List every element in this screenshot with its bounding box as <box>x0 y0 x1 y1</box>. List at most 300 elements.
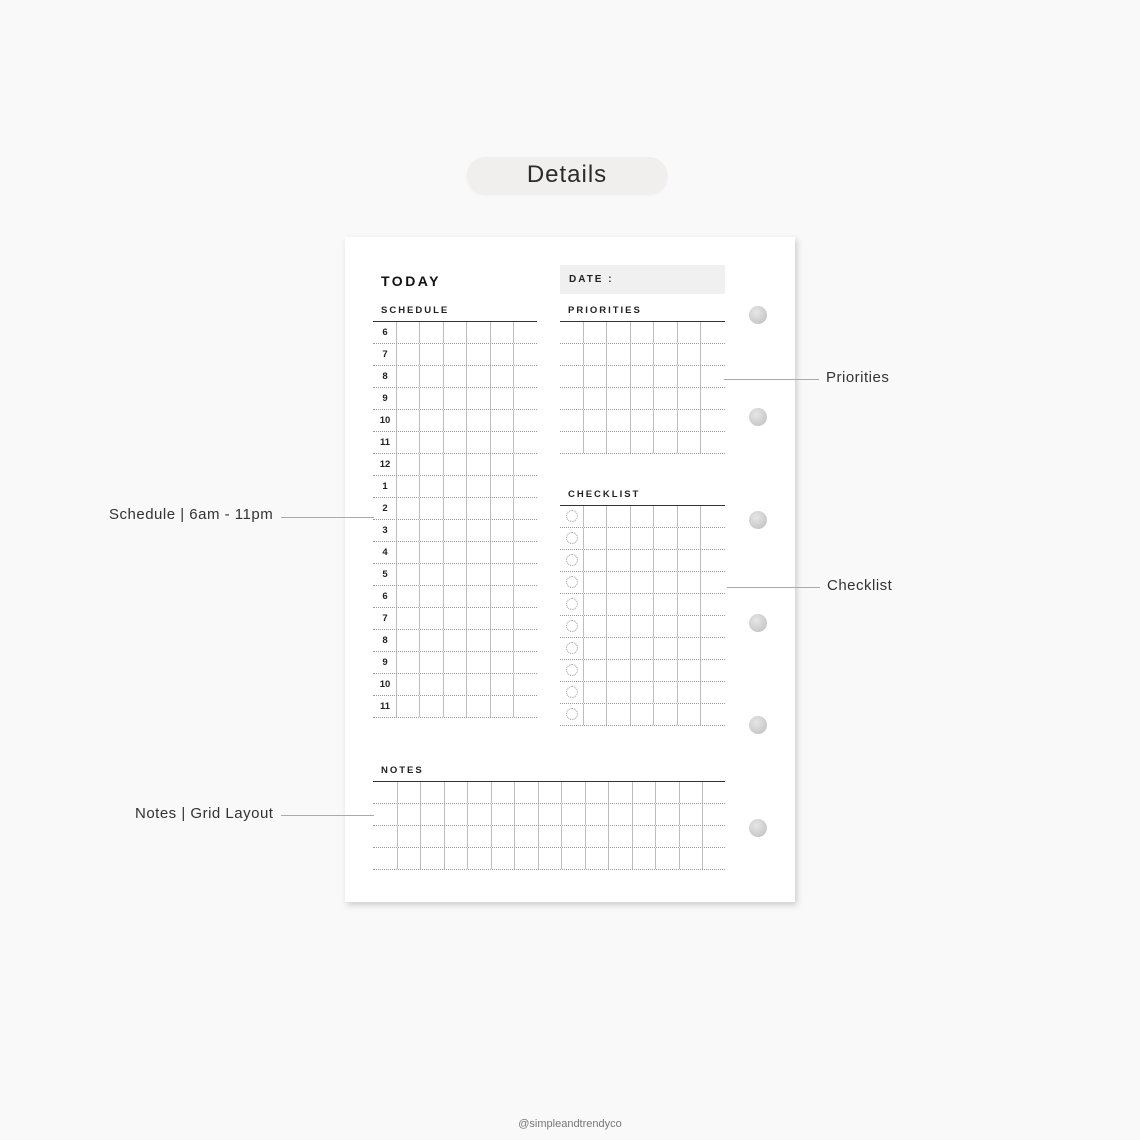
grid-line <box>677 410 678 431</box>
hour-label: 6 <box>382 591 388 602</box>
grid-line <box>419 410 420 431</box>
grid-line <box>443 542 444 563</box>
grid-line <box>606 410 607 431</box>
grid-line <box>653 388 654 409</box>
grid-line <box>513 674 514 695</box>
grid-line <box>677 322 678 343</box>
grid-line <box>606 572 607 593</box>
grid-line <box>655 804 656 825</box>
grid-line <box>653 616 654 637</box>
grid-line <box>513 322 514 343</box>
grid-line <box>653 344 654 365</box>
schedule-row[interactable] <box>373 344 537 366</box>
grid-line <box>700 638 701 659</box>
schedule-row[interactable] <box>373 652 537 674</box>
grid-line <box>653 550 654 571</box>
hour-label: 10 <box>379 415 391 426</box>
grid-line <box>677 572 678 593</box>
binder-hole <box>749 306 767 324</box>
grid-line <box>513 366 514 387</box>
grid-line <box>606 704 607 725</box>
schedule-row[interactable] <box>373 674 537 696</box>
binder-hole <box>749 819 767 837</box>
grid-line <box>608 804 609 825</box>
grid-line <box>630 682 631 703</box>
hour-label: 3 <box>382 525 388 536</box>
grid-line <box>490 410 491 431</box>
grid-line <box>700 594 701 615</box>
schedule-title: SCHEDULE <box>381 305 450 316</box>
grid-line <box>653 682 654 703</box>
checkbox-circle[interactable] <box>566 576 578 588</box>
grid-line <box>583 682 584 703</box>
grid-line <box>491 782 492 803</box>
schedule-row[interactable] <box>373 630 537 652</box>
grid-line <box>606 682 607 703</box>
priorities-row[interactable] <box>560 432 725 454</box>
grid-line <box>466 674 467 695</box>
grid-line <box>444 826 445 847</box>
grid-line <box>606 506 607 527</box>
notes-grid <box>373 781 725 870</box>
grid-line <box>443 410 444 431</box>
grid-line <box>700 550 701 571</box>
priorities-row[interactable] <box>560 344 725 366</box>
priorities-row[interactable] <box>560 322 725 344</box>
grid-line <box>490 476 491 497</box>
grid-line <box>677 366 678 387</box>
grid-line <box>630 704 631 725</box>
grid-line <box>702 848 703 869</box>
checklist-annotation: Checklist <box>827 577 893 594</box>
grid-line <box>653 638 654 659</box>
schedule-row[interactable] <box>373 476 537 498</box>
grid-line <box>490 608 491 629</box>
checklist-row[interactable] <box>560 550 725 572</box>
hour-label: 10 <box>379 679 391 690</box>
hour-label: 9 <box>382 657 388 668</box>
grid-line <box>443 498 444 519</box>
checklist-row[interactable] <box>560 506 725 528</box>
grid-line <box>466 696 467 717</box>
checklist-grid <box>560 505 725 726</box>
grid-line <box>467 782 468 803</box>
grid-line <box>653 432 654 453</box>
checkbox-circle[interactable] <box>566 510 578 522</box>
grid-line <box>443 630 444 651</box>
grid-line <box>491 826 492 847</box>
grid-line <box>606 366 607 387</box>
grid-line <box>653 366 654 387</box>
grid-line <box>419 674 420 695</box>
grid-line <box>443 586 444 607</box>
date-label: DATE : <box>569 274 614 285</box>
grid-line <box>561 804 562 825</box>
grid-line <box>653 660 654 681</box>
grid-line <box>583 388 584 409</box>
grid-line <box>630 550 631 571</box>
grid-line <box>466 542 467 563</box>
grid-line <box>630 322 631 343</box>
grid-line <box>630 660 631 681</box>
grid-line <box>419 498 420 519</box>
hour-label: 2 <box>382 503 388 514</box>
notes-callout-line <box>281 815 374 816</box>
grid-line <box>702 782 703 803</box>
grid-line <box>653 410 654 431</box>
checklist-row[interactable] <box>560 528 725 550</box>
grid-line <box>514 782 515 803</box>
schedule-row[interactable] <box>373 454 537 476</box>
notes-row[interactable] <box>373 848 725 870</box>
grid-line <box>606 616 607 637</box>
hour-label: 5 <box>382 569 388 580</box>
grid-line <box>630 388 631 409</box>
grid-line <box>677 616 678 637</box>
grid-line <box>420 848 421 869</box>
grid-line <box>702 826 703 847</box>
grid-line <box>443 388 444 409</box>
grid-line <box>583 616 584 637</box>
grid-line <box>444 804 445 825</box>
grid-line <box>443 652 444 673</box>
schedule-row[interactable] <box>373 322 537 344</box>
grid-line <box>419 564 420 585</box>
schedule-row[interactable] <box>373 608 537 630</box>
notes-row[interactable] <box>373 804 725 826</box>
grid-line <box>513 542 514 563</box>
checklist-row[interactable] <box>560 572 725 594</box>
grid-line <box>677 704 678 725</box>
grid-line <box>419 542 420 563</box>
grid-line <box>397 782 398 803</box>
grid-line <box>490 674 491 695</box>
grid-line <box>630 528 631 549</box>
grid-line <box>653 528 654 549</box>
grid-line <box>490 652 491 673</box>
grid-line <box>513 410 514 431</box>
grid-line <box>679 804 680 825</box>
grid-line <box>700 410 701 431</box>
checklist-row[interactable] <box>560 594 725 616</box>
schedule-row[interactable] <box>373 432 537 454</box>
schedule-row[interactable] <box>373 366 537 388</box>
grid-line <box>420 782 421 803</box>
grid-line <box>490 344 491 365</box>
grid-line <box>513 454 514 475</box>
grid-line <box>583 322 584 343</box>
grid-line <box>466 476 467 497</box>
checkbox-circle[interactable] <box>566 642 578 654</box>
grid-line <box>655 782 656 803</box>
priorities-row[interactable] <box>560 410 725 432</box>
grid-line <box>700 528 701 549</box>
binder-hole <box>749 716 767 734</box>
priorities-annotation: Priorities <box>826 369 890 386</box>
grid-line <box>606 528 607 549</box>
grid-line <box>514 804 515 825</box>
grid-line <box>655 826 656 847</box>
grid-line <box>443 366 444 387</box>
grid-line <box>583 572 584 593</box>
notes-title: NOTES <box>381 765 424 776</box>
grid-line <box>491 804 492 825</box>
grid-line <box>467 848 468 869</box>
grid-line <box>608 826 609 847</box>
grid-line <box>677 550 678 571</box>
grid-line <box>466 630 467 651</box>
grid-line <box>585 826 586 847</box>
grid-line <box>419 608 420 629</box>
grid-line <box>608 848 609 869</box>
priorities-title: PRIORITIES <box>568 305 642 316</box>
schedule-row[interactable] <box>373 520 537 542</box>
grid-line <box>630 616 631 637</box>
grid-line <box>583 506 584 527</box>
grid-line <box>630 594 631 615</box>
grid-line <box>630 432 631 453</box>
grid-line <box>677 388 678 409</box>
grid-line <box>513 388 514 409</box>
grid-line <box>419 586 420 607</box>
grid-line <box>583 550 584 571</box>
schedule-row[interactable] <box>373 542 537 564</box>
notes-annotation: Notes | Grid Layout <box>135 805 274 822</box>
grid-line <box>700 616 701 637</box>
grid-line <box>561 782 562 803</box>
grid-line <box>443 344 444 365</box>
hour-label: 8 <box>382 635 388 646</box>
grid-line <box>700 432 701 453</box>
priorities-row[interactable] <box>560 388 725 410</box>
grid-line <box>583 344 584 365</box>
grid-line <box>583 594 584 615</box>
grid-line <box>419 388 420 409</box>
schedule-row[interactable] <box>373 564 537 586</box>
grid-line <box>679 826 680 847</box>
grid-line <box>513 498 514 519</box>
grid-line <box>466 520 467 541</box>
grid-line <box>443 674 444 695</box>
grid-line <box>443 564 444 585</box>
grid-line <box>583 366 584 387</box>
checklist-row[interactable] <box>560 682 725 704</box>
grid-line <box>630 410 631 431</box>
grid-line <box>443 322 444 343</box>
grid-line <box>443 476 444 497</box>
grid-line <box>490 366 491 387</box>
grid-line <box>585 804 586 825</box>
grid-line <box>466 366 467 387</box>
grid-line <box>490 388 491 409</box>
grid-line <box>561 826 562 847</box>
grid-line <box>632 782 633 803</box>
planner-page <box>345 237 795 902</box>
grid-line <box>630 572 631 593</box>
priorities-grid <box>560 321 725 454</box>
grid-line <box>419 366 420 387</box>
grid-line <box>677 638 678 659</box>
grid-line <box>466 564 467 585</box>
grid-line <box>653 594 654 615</box>
grid-line <box>466 454 467 475</box>
grid-line <box>514 826 515 847</box>
grid-line <box>419 652 420 673</box>
grid-line <box>700 572 701 593</box>
grid-line <box>677 432 678 453</box>
checkbox-circle[interactable] <box>566 664 578 676</box>
grid-line <box>702 804 703 825</box>
grid-line <box>700 682 701 703</box>
binder-hole <box>749 511 767 529</box>
grid-line <box>606 432 607 453</box>
grid-line <box>677 344 678 365</box>
schedule-row[interactable] <box>373 388 537 410</box>
checkbox-circle[interactable] <box>566 620 578 632</box>
schedule-row[interactable] <box>373 410 537 432</box>
grid-line <box>653 572 654 593</box>
grid-line <box>419 322 420 343</box>
grid-line <box>583 704 584 725</box>
grid-line <box>700 344 701 365</box>
checklist-row[interactable] <box>560 660 725 682</box>
grid-line <box>653 506 654 527</box>
grid-line <box>630 638 631 659</box>
grid-line <box>653 322 654 343</box>
schedule-grid <box>373 321 537 718</box>
hour-label: 11 <box>379 437 391 448</box>
grid-line <box>490 542 491 563</box>
notes-row[interactable] <box>373 782 725 804</box>
grid-line <box>490 586 491 607</box>
grid-line <box>653 704 654 725</box>
priorities-row[interactable] <box>560 366 725 388</box>
grid-line <box>444 782 445 803</box>
date-field[interactable] <box>560 265 725 294</box>
grid-line <box>443 432 444 453</box>
grid-line <box>583 410 584 431</box>
grid-line <box>632 804 633 825</box>
grid-line <box>490 630 491 651</box>
grid-line <box>538 804 539 825</box>
grid-line <box>583 660 584 681</box>
grid-line <box>490 454 491 475</box>
schedule-row[interactable] <box>373 498 537 520</box>
grid-line <box>561 848 562 869</box>
grid-line <box>491 848 492 869</box>
grid-line <box>630 506 631 527</box>
hour-label: 6 <box>382 327 388 338</box>
hour-label: 7 <box>382 349 388 360</box>
hour-label: 4 <box>382 547 388 558</box>
notes-row[interactable] <box>373 826 725 848</box>
grid-line <box>513 344 514 365</box>
checkbox-circle[interactable] <box>566 554 578 566</box>
grid-line <box>630 366 631 387</box>
grid-line <box>514 848 515 869</box>
grid-line <box>700 322 701 343</box>
grid-line <box>538 848 539 869</box>
grid-line <box>466 344 467 365</box>
checkbox-circle[interactable] <box>566 532 578 544</box>
grid-line <box>632 826 633 847</box>
hour-label: 7 <box>382 613 388 624</box>
grid-line <box>513 608 514 629</box>
checklist-row[interactable] <box>560 616 725 638</box>
grid-line <box>397 804 398 825</box>
grid-line <box>677 528 678 549</box>
hour-label: 9 <box>382 393 388 404</box>
grid-line <box>467 804 468 825</box>
grid-line <box>397 848 398 869</box>
schedule-annotation: Schedule | 6am - 11pm <box>109 506 274 523</box>
grid-line <box>419 630 420 651</box>
grid-line <box>490 498 491 519</box>
page-title: TODAY <box>381 273 441 289</box>
grid-line <box>467 826 468 847</box>
grid-line <box>632 848 633 869</box>
grid-line <box>606 638 607 659</box>
grid-line <box>679 782 680 803</box>
grid-line <box>583 638 584 659</box>
checklist-row[interactable] <box>560 638 725 660</box>
grid-line <box>538 782 539 803</box>
grid-line <box>606 660 607 681</box>
grid-line <box>466 608 467 629</box>
priorities-callout-line <box>724 379 819 380</box>
details-badge: Details <box>467 157 667 193</box>
grid-line <box>700 704 701 725</box>
grid-line <box>444 848 445 869</box>
grid-line <box>538 826 539 847</box>
schedule-row[interactable] <box>373 696 537 718</box>
checklist-row[interactable] <box>560 704 725 726</box>
grid-line <box>513 630 514 651</box>
checkbox-circle[interactable] <box>566 686 578 698</box>
grid-line <box>397 826 398 847</box>
hour-label: 1 <box>382 481 388 492</box>
grid-line <box>513 652 514 673</box>
checkbox-circle[interactable] <box>566 598 578 610</box>
grid-line <box>606 550 607 571</box>
grid-line <box>606 322 607 343</box>
grid-line <box>443 608 444 629</box>
grid-line <box>419 476 420 497</box>
grid-line <box>466 322 467 343</box>
schedule-row[interactable] <box>373 586 537 608</box>
grid-line <box>513 586 514 607</box>
grid-line <box>443 454 444 475</box>
grid-line <box>513 696 514 717</box>
grid-line <box>677 660 678 681</box>
grid-line <box>677 682 678 703</box>
grid-line <box>513 520 514 541</box>
grid-line <box>513 564 514 585</box>
grid-line <box>700 660 701 681</box>
grid-line <box>419 454 420 475</box>
grid-line <box>419 520 420 541</box>
grid-line <box>466 586 467 607</box>
binder-hole <box>749 408 767 426</box>
grid-line <box>585 848 586 869</box>
checkbox-circle[interactable] <box>566 708 578 720</box>
grid-line <box>443 696 444 717</box>
grid-line <box>466 652 467 673</box>
grid-line <box>420 826 421 847</box>
grid-line <box>606 594 607 615</box>
grid-line <box>490 432 491 453</box>
grid-line <box>606 388 607 409</box>
